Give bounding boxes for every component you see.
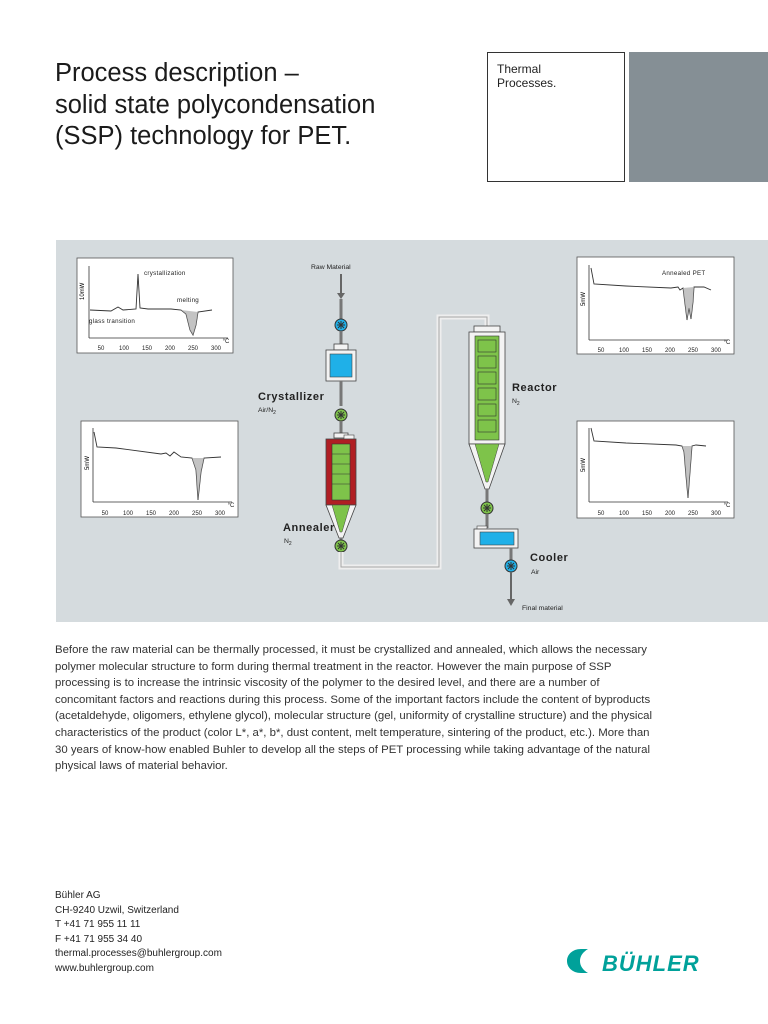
reactor-unit	[469, 326, 505, 528]
page-title	[55, 58, 475, 153]
contact-company: Bühler AG	[55, 890, 101, 901]
transfer-pipe	[341, 317, 487, 567]
annealer-unit	[326, 433, 356, 552]
graph3-ylabel: 5mW	[581, 292, 587, 306]
final-material-arrow-icon	[507, 599, 515, 606]
annealer-medium: $N_2$	[284, 538, 292, 547]
buhler-logo	[566, 946, 716, 976]
contact-website[interactable]: www.buhlergroup.com	[55, 962, 154, 974]
title-line-2: solid state polycondensation	[55, 90, 376, 119]
dsc-graph-annealer	[81, 421, 238, 517]
contact-phone: T +41 71 955 11 11	[55, 919, 141, 931]
graph2-tick: 300	[214, 511, 226, 517]
contact-fax: F +41 71 955 34 40	[55, 933, 143, 945]
graph2-tick: 200	[168, 511, 180, 517]
raw-material-arrow-icon	[337, 293, 345, 299]
annotation-annealed-pet: Annealed PET	[662, 270, 706, 277]
dsc-graph-cooler	[577, 421, 734, 518]
process-diagram	[56, 240, 768, 622]
title-line-1: Process description –	[55, 59, 299, 87]
reactor-label: Reactor	[512, 382, 558, 394]
graph3-tick: 100	[618, 348, 630, 354]
category-tag-line-1: Thermal	[497, 62, 542, 76]
annotation-glass-transition: glass transition	[89, 318, 136, 325]
graph4-tick: 100	[618, 511, 630, 517]
reactor-medium: $N_2$	[512, 398, 520, 407]
graph3-tick: 250	[687, 348, 699, 354]
raw-material-label: Raw Material	[311, 264, 351, 271]
graph1-tick: 50	[97, 346, 105, 352]
graph1-tick: 250	[187, 346, 199, 352]
category-tag-line-2: Processes.	[497, 76, 557, 90]
graph4-unit: °C	[723, 503, 731, 509]
annotation-melting: melting	[177, 297, 200, 304]
dsc-graph-crystallizer	[77, 258, 233, 353]
cooler-medium: Air	[531, 569, 540, 576]
process-diagram-svg	[56, 240, 768, 622]
grey-accent-block	[629, 52, 768, 182]
graph2-tick: 150	[145, 511, 157, 517]
crystallizer-medium: Air/$N_2$	[258, 407, 276, 416]
graph1-tick: 300	[210, 346, 222, 352]
cooler-unit	[474, 526, 518, 606]
crystallizer-label: Crystallizer	[258, 391, 325, 403]
dsc-graph-reactor	[577, 257, 734, 354]
feed-valve-icon	[335, 319, 347, 331]
buhler-logo-icon	[567, 949, 588, 973]
graph1-tick: 100	[118, 346, 130, 352]
graph2-ylabel: 5mW	[85, 456, 91, 470]
graph2-unit: °C	[227, 503, 235, 509]
graph4-tick: 250	[687, 511, 699, 517]
annealer-label: Annealer	[283, 522, 335, 534]
graph4-tick: 50	[597, 511, 605, 517]
title-line-3: (SSP) technology for PET.	[55, 122, 352, 150]
contact-address: CH-9240 Uzwil, Switzerland	[55, 904, 179, 916]
graph3-tick: 50	[597, 348, 605, 354]
graph4-tick: 200	[664, 511, 676, 517]
graph3-tick: 150	[641, 348, 653, 354]
buhler-logo-text: BÜHLER	[602, 951, 700, 976]
graph2-tick: 250	[191, 511, 203, 517]
graph2-tick: 100	[122, 511, 134, 517]
graph1-ylabel: 10mW	[80, 282, 86, 300]
process-description-paragraph: Before the raw material can be thermally processed, it must be crystallized and annealed, which allows the necessary polymer molecular structure to form during thermal treatment in the reactor. However the main purpose of SSP processing is to increase the intrinsic viscosity of the polymer to the desired level, and there are a number of concomitant factors and reactions during this process. Some of the important factors include the content of byproducts (acetaldehyde, oligomers, ethylene glycol), molecular structure (gel, uniformity of crystalline structure) and the physical characteristics of the product (color L*, a*, b*, dust content, melt temperature, sintering of the product, etc.). More than 30 years of know-how enabled Buhler to develop all the steps of PET processing while taking advantage of the natural physical laws of material behavior.	[55, 644, 653, 773]
annotation-crystallization: crystallization	[144, 270, 186, 277]
cooler-label: Cooler	[530, 552, 569, 564]
contact-block	[55, 889, 222, 977]
graph4-ylabel: 5mW	[581, 458, 587, 472]
graph2-tick: 50	[101, 511, 109, 517]
graph1-unit: °C	[222, 339, 230, 345]
graph1-tick: 150	[141, 346, 153, 352]
graph4-tick: 300	[710, 511, 722, 517]
graph4-tick: 150	[641, 511, 653, 517]
contact-email[interactable]: thermal.processes@buhlergroup.com	[55, 948, 222, 960]
graph3-unit: °C	[723, 340, 731, 346]
graph3-tick: 300	[710, 348, 722, 354]
category-tag-box	[487, 52, 625, 182]
crystallizer-unit	[326, 344, 356, 434]
graph3-tick: 200	[664, 348, 676, 354]
final-material-label: Final material	[522, 605, 563, 612]
graph1-tick: 200	[164, 346, 176, 352]
category-tag	[497, 62, 556, 90]
